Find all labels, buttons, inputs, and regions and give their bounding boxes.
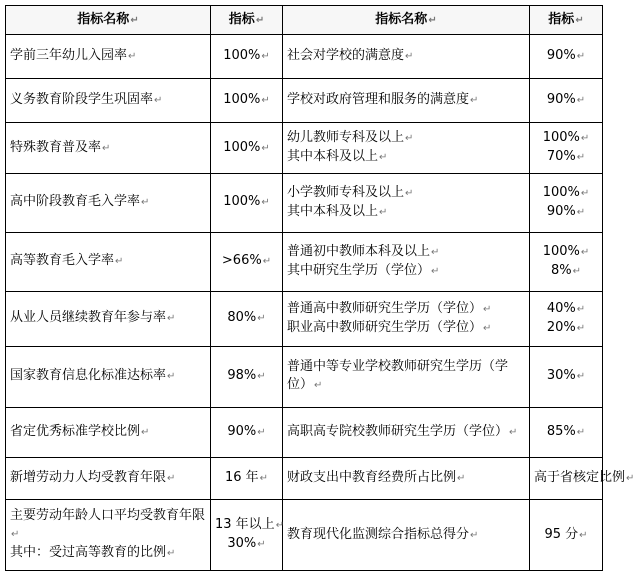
cell-value: 学前三年幼儿入园率 [10, 48, 128, 64]
cell-value: 20% [546, 319, 576, 335]
cell-value: 普通中等专业学校教师研究生学历（学位） [287, 359, 509, 393]
cell-value: 高于省核定比例 [534, 470, 626, 486]
cell-text [10, 193, 206, 212]
cell-name-left [6, 458, 211, 500]
cell-text [215, 535, 278, 554]
cell-value: 100% [542, 184, 580, 200]
paragraph-mark: ↵ [11, 529, 20, 541]
cell-value: 幼儿教师专科及以上 [287, 130, 405, 146]
paragraph-mark: ↵ [167, 371, 176, 383]
cell-value-left [211, 346, 283, 407]
paragraph-mark: ↵ [141, 426, 150, 438]
cell-name-left [6, 123, 211, 174]
cell-value: 省定优秀标准学校比例 [10, 423, 141, 439]
cell-value: 普通高中教师研究生学历（学位） [287, 300, 483, 316]
paragraph-mark: ↵ [483, 322, 492, 334]
table-row [6, 35, 603, 79]
paragraph-mark: ↵ [576, 206, 586, 218]
cell-text [534, 469, 634, 488]
cell-text [534, 367, 598, 386]
table-row [6, 291, 603, 346]
paragraph-mark: ↵ [580, 133, 590, 145]
paragraph-mark: ↵ [141, 197, 150, 209]
cell-text [215, 516, 285, 535]
paragraph-mark: ↵ [261, 142, 270, 154]
cell-name-left [6, 500, 211, 571]
paragraph-mark: ↵ [457, 473, 466, 485]
cell-value: 100% [223, 48, 261, 64]
paragraph-mark: ↵ [167, 548, 176, 560]
cell-text [534, 243, 598, 262]
paragraph-mark: ↵ [154, 95, 163, 107]
cell-value-right [530, 407, 603, 458]
cell-value: 义务教育阶段学生巩固率 [10, 92, 154, 108]
cell-text [287, 129, 525, 148]
cell-value: 30% [546, 368, 576, 384]
cell-name-right [283, 346, 530, 407]
cell-text [287, 203, 525, 222]
paragraph-mark: ↵ [257, 371, 266, 383]
cell-value: 学校对政府管理和服务的满意度 [287, 92, 470, 108]
cell-value: 30% [227, 536, 257, 552]
paragraph-mark: ↵ [314, 380, 323, 392]
cell-value: 从业人员继续教育年参与率 [10, 310, 167, 326]
cell-text [287, 47, 525, 66]
cell-text [287, 262, 525, 281]
cell-text [534, 526, 598, 545]
paragraph-mark: ↵ [259, 473, 269, 485]
cell-value: 90% [546, 203, 576, 219]
cell-text [10, 91, 206, 110]
cell-value: 高等教育毛入学率 [10, 253, 115, 269]
table-row [6, 500, 603, 571]
paragraph-mark: ↵ [262, 256, 272, 268]
cell-text [10, 469, 206, 488]
cell-value: 90% [546, 48, 576, 64]
cell-text [215, 423, 278, 442]
cell-text [287, 300, 525, 319]
cell-value: 高中阶段教育毛入学率 [10, 194, 141, 210]
cell-value: 国家教育信息化标准达标率 [10, 368, 167, 384]
cell-text [215, 469, 278, 488]
cell-name-left [6, 291, 211, 346]
cell-name-right [283, 500, 530, 571]
table-row [6, 407, 603, 458]
cell-name-left [6, 35, 211, 79]
cell-value-right [530, 291, 603, 346]
cell-value: 财政支出中教育经费所占比例 [287, 470, 457, 486]
paragraph-mark: ↵ [405, 133, 414, 145]
paragraph-mark: ↵ [261, 51, 270, 63]
cell-text [215, 47, 278, 66]
paragraph-mark: ↵ [576, 371, 586, 383]
paragraph-mark: ↵ [580, 187, 590, 199]
cell-text [534, 184, 598, 203]
cell-value: 90% [227, 423, 257, 439]
cell-value: 100% [542, 130, 580, 146]
cell-value: 高职高专院校教师研究生学历（学位） [287, 423, 509, 439]
cell-name-left [6, 173, 211, 232]
paragraph-mark: ↵ [115, 256, 124, 268]
header-cell-value-right: 指标↵ [530, 6, 603, 35]
cell-value-left [211, 458, 283, 500]
paragraph-mark: ↵ [483, 303, 492, 315]
paragraph-mark: ↵ [576, 322, 586, 334]
cell-value: 100% [223, 92, 261, 108]
paragraph-mark: ↵ [379, 152, 388, 164]
paragraph-mark: ↵ [257, 539, 266, 551]
paragraph-mark: ↵ [257, 426, 266, 438]
cell-value: 社会对学校的满意度 [287, 48, 405, 64]
cell-text [10, 252, 206, 271]
header-cell-value-left: 指标↵ [211, 6, 283, 35]
cell-text [534, 91, 598, 110]
cell-value: 80% [227, 310, 257, 326]
cell-name-right [283, 407, 530, 458]
cell-name-left [6, 407, 211, 458]
paragraph-mark: ↵ [470, 529, 479, 541]
cell-text [215, 309, 278, 328]
cell-name-left [6, 79, 211, 123]
paragraph-mark: ↵ [576, 152, 586, 164]
cell-text [287, 148, 525, 167]
cell-value: 70% [546, 149, 576, 165]
paragraph-mark: ↵ [167, 473, 176, 485]
paragraph-mark: ↵ [576, 95, 586, 107]
cell-name-right [283, 79, 530, 123]
cell-text [287, 184, 525, 203]
cell-text [287, 319, 525, 338]
cell-text [534, 300, 598, 319]
cell-value: 8% [550, 262, 572, 278]
cell-text [534, 129, 598, 148]
cell-value-right [530, 123, 603, 174]
header-row [6, 6, 603, 35]
cell-name-right [283, 458, 530, 500]
cell-value: 40% [546, 300, 576, 316]
cell-value-left [211, 407, 283, 458]
cell-text [287, 243, 525, 262]
cell-text [215, 193, 278, 212]
cell-value-right [530, 35, 603, 79]
cell-value-right [530, 346, 603, 407]
cell-name-right [283, 291, 530, 346]
cell-name-right [283, 232, 530, 291]
table-row [6, 123, 603, 174]
cell-value: >66% [221, 253, 262, 269]
cell-text [287, 91, 525, 110]
cell-value-left [211, 123, 283, 174]
cell-text [534, 262, 598, 281]
paragraph-mark: ↵ [579, 529, 588, 541]
cell-text [215, 91, 278, 110]
cell-text [215, 367, 278, 386]
cell-text [10, 139, 206, 158]
cell-value: 教育现代化监测综合指标总得分 [287, 526, 470, 542]
cell-value: 100% [223, 139, 261, 155]
paragraph-mark: ↵ [257, 313, 266, 325]
paragraph-mark: ↵ [405, 187, 414, 199]
cell-value-right [530, 500, 603, 571]
paragraph-mark: ↵ [470, 95, 479, 107]
cell-text [287, 526, 525, 545]
cell-value: 特殊教育普及率 [10, 139, 102, 155]
cell-name-right [283, 173, 530, 232]
cell-value: 16 年 [224, 470, 259, 486]
cell-value: 95 分 [544, 526, 579, 542]
indicator-table [5, 5, 634, 571]
cell-value: 98% [227, 368, 257, 384]
cell-text [10, 544, 206, 563]
cell-text [215, 139, 278, 158]
paragraph-mark: ↵ [431, 246, 440, 258]
cell-text [287, 469, 525, 488]
cell-value-right [530, 232, 603, 291]
cell-text [534, 203, 598, 222]
paragraph-mark: ↵ [576, 426, 586, 438]
cell-value-right [530, 79, 603, 123]
paragraph-mark: ↵ [576, 303, 586, 315]
header-cell-name-left: 指标名称↵ [6, 6, 211, 35]
cell-value-left [211, 35, 283, 79]
cell-value: 13 年以上 [215, 517, 275, 533]
cell-value: 其中本科及以上 [287, 203, 379, 219]
paragraph-mark: ↵ [576, 51, 586, 63]
paragraph-mark: ↵ [102, 142, 111, 154]
cell-value: 职业高中教师研究生学历（学位） [287, 319, 483, 335]
cell-value: 新增劳动力人均受教育年限 [10, 470, 167, 486]
table-row [6, 79, 603, 123]
header-cell-name-right: 指标名称↵ [283, 6, 530, 35]
cell-text [10, 423, 206, 442]
paragraph-mark: ↵ [509, 426, 518, 438]
table-row [6, 458, 603, 500]
cell-name-right [283, 35, 530, 79]
paragraph-mark: ↵ [572, 265, 581, 277]
cell-value: 其中本科及以上 [287, 149, 379, 165]
cell-text [215, 252, 278, 271]
cell-value-left [211, 173, 283, 232]
paragraph-mark: ↵ [405, 51, 414, 63]
table-body [6, 35, 634, 571]
cell-name-right [283, 123, 530, 174]
cell-text [287, 423, 525, 442]
paragraph-mark: ↵ [261, 95, 270, 107]
cell-text [534, 319, 598, 338]
cell-value: 90% [546, 92, 576, 108]
cell-value: 其中：受过高等教育的比例 [10, 545, 167, 561]
cell-text [10, 309, 206, 328]
paragraph-mark: ↵ [167, 313, 176, 325]
cell-value-left [211, 500, 283, 571]
cell-value-right [530, 458, 634, 500]
cell-value: 小学教师专科及以上 [287, 184, 405, 200]
cell-value: 85% [546, 423, 576, 439]
paragraph-mark: ↵ [128, 51, 137, 63]
paragraph-mark: ↵ [261, 197, 270, 209]
cell-value: 其中研究生学历（学位） [287, 262, 431, 278]
paragraph-mark: ↵ [379, 206, 388, 218]
paragraph-mark: ↵ [626, 473, 634, 485]
cell-value: 普通初中教师本科及以上 [287, 243, 431, 259]
cell-text [10, 507, 206, 544]
table-row [6, 232, 603, 291]
cell-text [534, 423, 598, 442]
cell-value-left [211, 79, 283, 123]
cell-value: 100% [223, 194, 261, 210]
cell-text [10, 367, 206, 386]
cell-text [534, 47, 598, 66]
cell-name-left [6, 346, 211, 407]
cell-text [534, 148, 598, 167]
cell-value-right [530, 173, 603, 232]
cell-name-left [6, 232, 211, 291]
cell-value: 100% [542, 243, 580, 259]
table-row [6, 346, 603, 407]
cell-value: 主要劳动年龄人口平均受教育年限 [10, 508, 206, 524]
paragraph-mark: ↵ [580, 246, 590, 258]
cell-value-left [211, 232, 283, 291]
paragraph-mark: ↵ [275, 520, 285, 532]
cell-text [287, 358, 525, 395]
table-row [6, 173, 603, 232]
cell-value-left [211, 291, 283, 346]
paragraph-mark: ↵ [431, 265, 440, 277]
cell-text [10, 47, 206, 66]
